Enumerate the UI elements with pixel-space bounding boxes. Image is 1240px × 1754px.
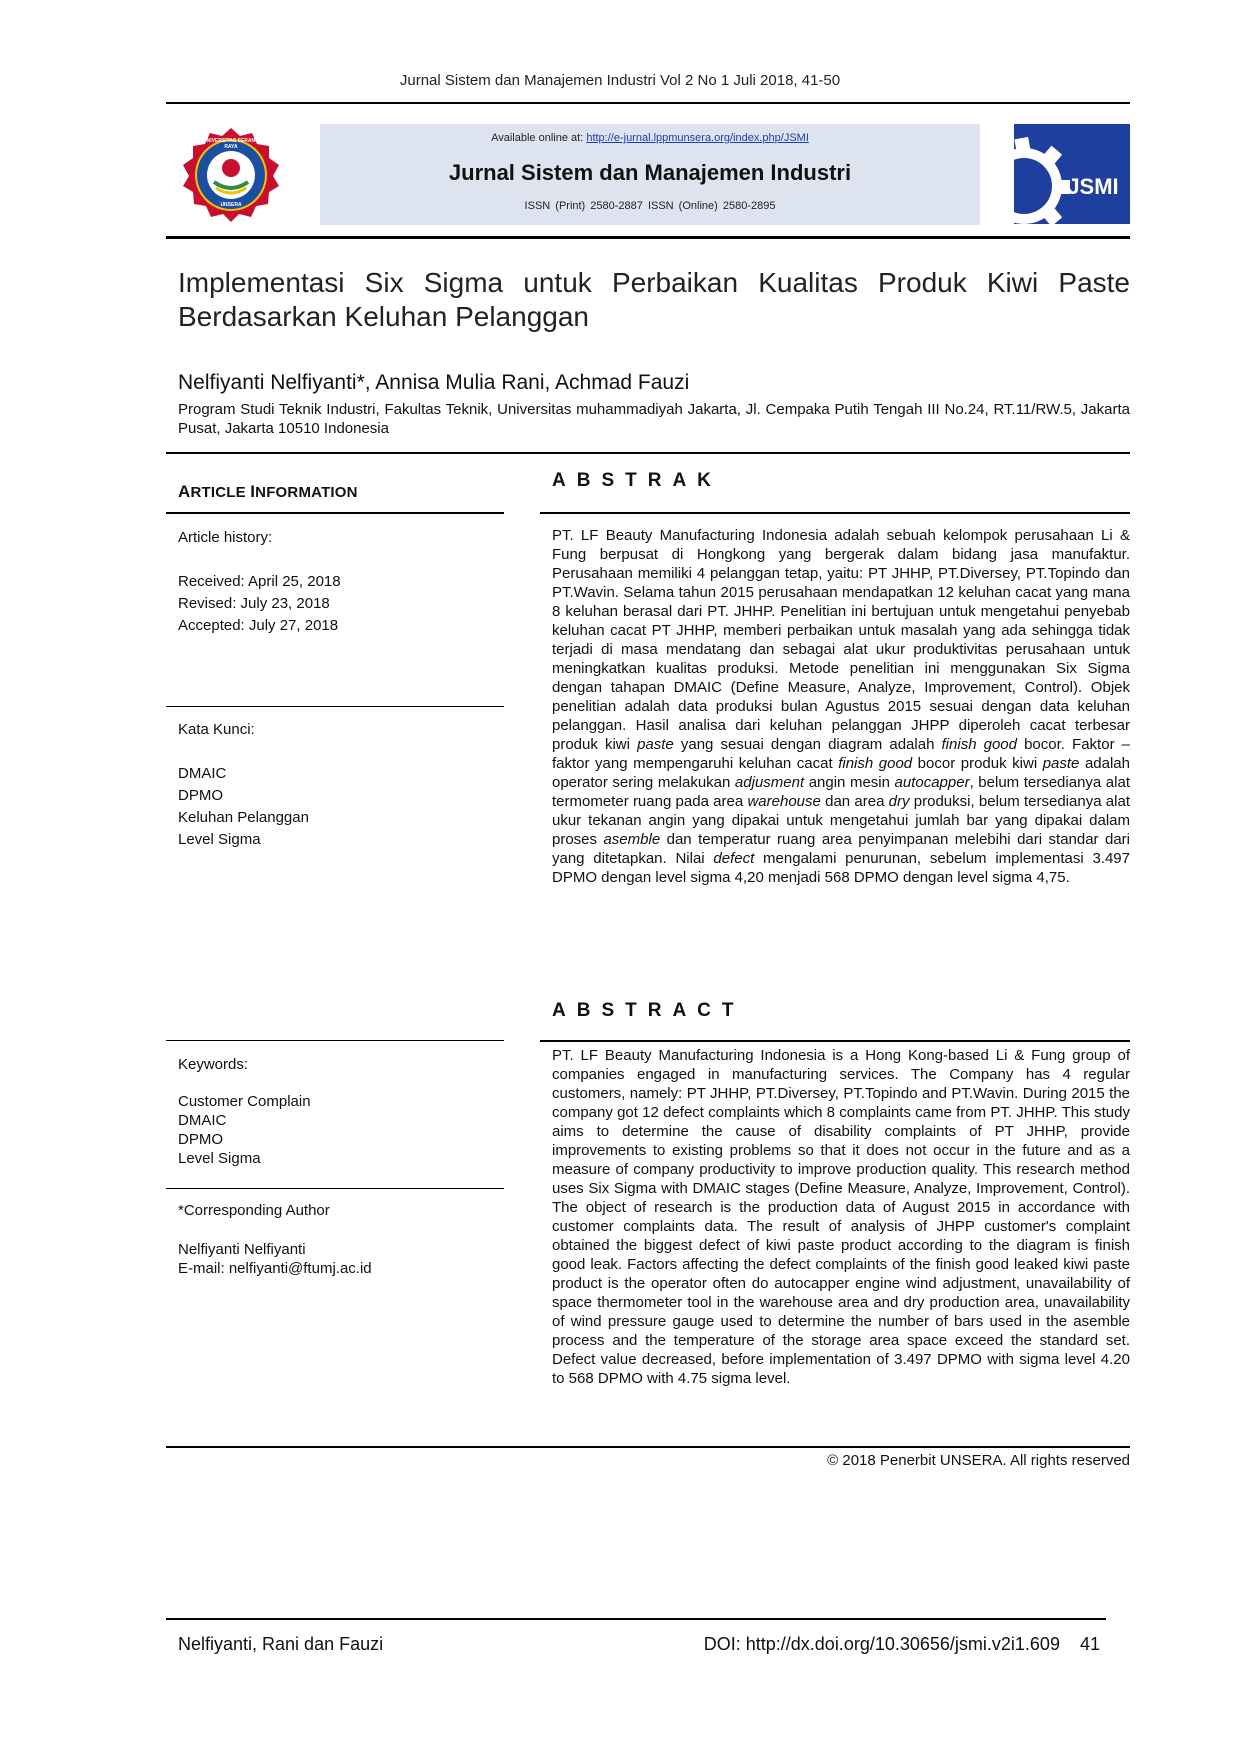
keyword-item: DPMO [178, 1131, 223, 1148]
footer-authors: Nelfiyanti, Rani dan Fauzi [178, 1634, 384, 1654]
abstrak-heading: ABSTRAK [552, 470, 722, 491]
journal-title: Jurnal Sistem dan Manajemen Industri [448, 160, 852, 185]
abstract-heading: ABSTRACT [552, 1000, 745, 1021]
keyword-item: Level Sigma [178, 1150, 261, 1167]
author-list: Nelfiyanti Nelfiyanti*, Annisa Mulia Rani, Achmad Fauzi [178, 371, 690, 394]
unsera-logo-bottom: UNSERA [220, 202, 242, 208]
jsmi-logo-text: JSMI [1067, 174, 1119, 199]
history-rule [166, 706, 504, 707]
abstrak-text-run: bocor produk kiwi [912, 755, 1043, 772]
abstract-bottom-rule [166, 1446, 1130, 1448]
journal-banner [320, 124, 980, 225]
keywords-rule [166, 1040, 504, 1041]
footer-doi: DOI: http://dx.doi.org/10.30656/jsmi.v2i1.609 [703, 1634, 1060, 1654]
keyword-item: DMAIC [178, 1112, 227, 1129]
abstrak-text-run: , belum tersedianya alat termometer ruang pada area [552, 774, 1130, 810]
abstrak-text-run: dan temperatur ruang area penyimpanan melebihi dari standar dari yang ditetapkan. Nilai [552, 831, 1130, 867]
abstract-rule [540, 1040, 1130, 1042]
corresponding-name: Nelfiyanti Nelfiyanti [178, 1241, 306, 1258]
abstrak-italic-term: asemble [603, 831, 661, 848]
footer-doi-page [640, 1634, 1100, 1655]
journal-issn: ISSN (Print) 2580-2887 ISSN (Online) 2580-2895 [524, 200, 776, 212]
abstrak-italic-term: defect [713, 850, 755, 867]
abstrak-text-run: produksi, belum tersedianya alat ukur tekanan angin yang dipakai untuk mengetahui jumlah bar yang dipakai dalam proses [552, 793, 1130, 848]
abstrak-italic-term: finish good [941, 736, 1017, 753]
article-information-heading: ARTICLE INFORMATION [178, 482, 358, 501]
abstrak-text-run: bocor. Faktor – faktor yang mempengaruhi keluhan cacat [552, 736, 1130, 772]
abstrak-text-run: PT. LF Beauty Manufacturing Indonesia adalah sebuah kelompok perusahaan Li & Fung berpusat di Hongkong yang bergerak dalam bidang jasa manufaktur. Perusahaan memiliki 4 pelanggan tetap, yaitu: PT JHHP, PT.Diversey, PT.Topindo dan PT.Wavin. Selama tahun 2015 perusahaan mendapatkan 12 keluhan cacat yang mana 8 keluhan berasal dari PT. JHHP. Penelitian ini bertujuan untuk mengetahui penyebab keluhan cacat PT JHHP, memberi perbaikan untuk masalah yang ada sehingga tidak terjadi di masa mendatang dan sebagai alat ukur produktivitas perusahaan untuk meningkatkan kualitas produksi. Metode penelitian ini menggunakan Six Sigma dengan tahapan DMAIC (Define Measure, Analyze, Improvement, Control). Objek penelitian adalah data produksi bulan Agustus 2015 sesuai dengan data keluhan pelanggan. Hasil analisa dari keluhan pelanggan JHPP diperoleh cacat terbesar produk kiwi [552, 527, 1130, 753]
abstrak-italic-term: paste [637, 736, 674, 753]
paper-title: Implementasi Six Sigma untuk Perbaikan Kualitas Produk Kiwi Paste Berdasarkan Keluhan Pelanggan [178, 267, 1130, 332]
kata-kunci-item: Keluhan Pelanggan [178, 809, 309, 826]
accepted-date: Accepted: July 27, 2018 [178, 617, 339, 634]
abstrak-text-run: yang sesuai dengan diagram adalah [673, 736, 942, 753]
kata-kunci-item: DPMO [178, 787, 223, 804]
unsera-logo-text: UNIVERSITAS SERANG RAYA [202, 138, 260, 150]
abstrak-italic-term: paste [1042, 755, 1080, 772]
banner-bottom-rule [166, 236, 1130, 239]
abstrak-italic-term: adjusment [734, 774, 805, 791]
page-number: 41 [1079, 1634, 1100, 1654]
kata-kunci-item: DMAIC [178, 765, 227, 782]
abstrak-text [552, 526, 1130, 887]
abstrak-text-run: angin mesin [804, 774, 895, 791]
abstrak-italic-term: autocapper [894, 774, 970, 791]
copyright-notice: © 2018 Penerbit UNSERA. All rights reserved [827, 1452, 1130, 1469]
abstrak-italic-term: dry [888, 793, 910, 810]
revised-date: Revised: July 23, 2018 [178, 595, 330, 612]
abstrak-italic-term: finish good [838, 755, 913, 772]
corresponding-email: E-mail: nelfiyanti@ftumj.ac.id [178, 1260, 372, 1277]
affiliation-rule [166, 452, 1130, 454]
running-header: Jurnal Sistem dan Manajemen Industri Vol 2 No 1 Juli 2018, 41-50 [399, 72, 841, 89]
article-info-rule [166, 512, 504, 514]
received-date: Received: April 25, 2018 [178, 573, 341, 590]
abstrak-rule [540, 512, 1130, 514]
keywords-list [178, 1092, 311, 1168]
header-rule [166, 102, 1130, 104]
kata-kunci-item: Level Sigma [178, 831, 261, 848]
author-affiliation: Program Studi Teknik Industri, Fakultas Teknik, Universitas muhammadiyah Jakarta, Jl. Cempaka Putih Tengah III No.24, RT.11/RW.5, Jakarta Pusat, Jakarta 10510 Indonesia [178, 401, 1130, 437]
corresponding-label: *Corresponding Author [178, 1202, 330, 1219]
abstrak-text-run: dan area [820, 793, 889, 810]
article-history-label: Article history: [178, 529, 273, 546]
abstrak-text-run: mengalami penurunan, sebelum implementasi 3.497 DPMO dengan level sigma 4,20 menjadi 568 DPMO dengan level sigma 4,75. [552, 850, 1130, 886]
kata-kunci-label: Kata Kunci: [178, 721, 255, 738]
corresponding-details [178, 1240, 372, 1278]
available-online [320, 132, 980, 144]
available-online-label: Available online at: [491, 132, 584, 144]
abstrak-text-run: adalah operator sering melakukan [552, 755, 1130, 791]
abstrak-italic-term: warehouse [747, 793, 821, 810]
abstract-text: PT. LF Beauty Manufacturing Indonesia is a Hong Kong-based Li & Fung group of companies engaged in manufacturing services. The Company has 4 regular customers, namely: PT JHHP, PT.Diversey, PT.Topindo and PT.Wavin. During 2015 the company got 12 defect complaints which 8 complaints came from PT. JHHP. This study aims to determine the cause of disability complaints of PT JHHP, provide improvements to existing problems so that it does not occur in the future and as a measure of company productivity to improve production quality. This research method uses Six Sigma with DMAIC stages (Define Measure, Analyze, Improvement, Control). The object of research is the production data of August 2015 in accordance with customer complaints data. The result of analysis of JHPP customer's complaint obtained the biggest defect of kiwi paste product according to the diagram is finish good leak. Factors affecting the defect complaints of the finish good leaked kiwi paste product is the operator often do autocapper engine wind adjustment, unavailability of space thermometer tool in the warehouse area and dry production area, unavailability of wind pressure gauge used to determine the number of bars used in the asemble process and the temperature of the storage area space exceed the standard set. Defect value decreased, before implementation of 3.497 DPMO with sigma level 4.20 to 568 DPMO with 4.75 sigma level. [552, 1047, 1130, 1387]
corresponding-rule [166, 1188, 504, 1189]
keyword-item: Customer Complain [178, 1093, 311, 1110]
footer-rule [166, 1618, 1106, 1620]
keywords-label: Keywords: [178, 1056, 249, 1073]
journal-url-link[interactable]: http://e-jurnal.lppmunsera.org/index.php/JSMI [586, 132, 809, 144]
jsmi-logo [1014, 124, 1130, 224]
